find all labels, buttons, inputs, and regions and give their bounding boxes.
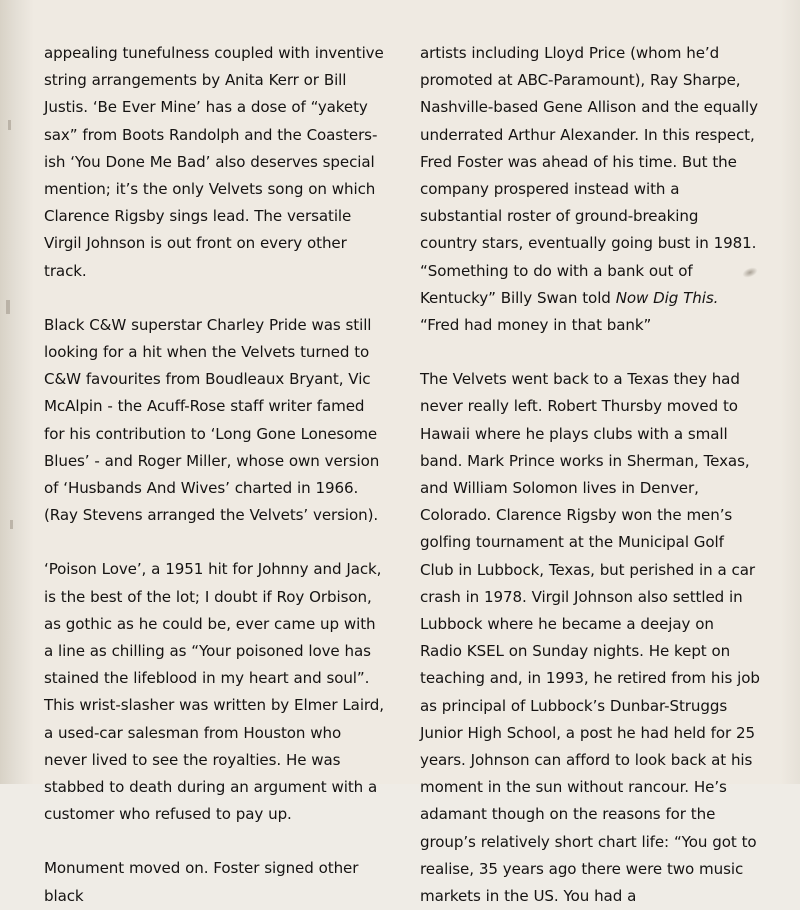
right-column	[420, 40, 760, 906]
paragraph: Monument moved on. Foster signed other black	[44, 859, 359, 905]
paragraph: Black C&W superstar Charley Pride was still looking for a hit when the Velvets turned to C&W favourites from Boudleaux Bryant, Vic McAlpin - the Acuff-Rose staff writer famed for his contribution to ‘Long Gone Lonesome Blues’ - and Roger Miller, whose own version of ‘Husbands And Wives’ charted in 1966. (Ray Stevens arranged the Velvets’ version).	[44, 315, 380, 525]
paragraph-text: artists including Lloyd Price (whom he’d promoted at ABC-Paramount), Ray Sharpe, Nashville-based Gene Allison and the equally underrated Arthur Alexander. In this respect, Fred Foster was ahead of his time. But the company prospered instead with a substantial roster of ground-breaking country stars, eventually going bust in 1981. “Something to do with a bank out of Kentucky” Billy Swan told	[420, 44, 758, 307]
publication-title: Now Dig This.	[615, 288, 719, 307]
scan-speck	[10, 520, 13, 529]
paragraph-tail: “Fred had money in that bank”	[420, 316, 652, 335]
paragraph: ‘Poison Love’, a 1951 hit for Johnny and Jack, is the best of the lot; I doubt if Roy Orbison, as gothic as he could be, ever came up with a line as chilling as “Your poisoned love has stained the lifeblood in my heart and soul”. This wrist-slasher was written by Elmer Laird, a used-car salesman from Houston who never lived to see the royalties. He was stabbed to death during an argument with a customer who refused to pay up.	[44, 560, 384, 824]
paragraph: appealing tunefulness coupled with inventive string arrangements by Anita Kerr or Bill Justis. ‘Be Ever Mine’ has a dose of “yakety sax” from Boots Randolph and the Coasters-ish ‘You Done Me Bad’ also deserves special mention; it’s the only Velvets song on which Clarence Rigsby sings lead. The versatile Virgil Johnson is out front on every other track.	[44, 44, 384, 280]
left-column	[44, 40, 384, 905]
scan-speck	[8, 120, 11, 130]
scan-speck	[6, 300, 10, 314]
paragraph: The Velvets went back to a Texas they had never really left. Robert Thursby moved to Hawaii where he plays clubs with a small band. Mark Prince works in Sherman, Texas, and William Solomon lives in Denver, Colorado. Clarence Rigsby won the men’s golfing tournament at the Municipal Golf Club in Lubbock, Texas, but perished in a car crash in 1978. Virgil Johnson also settled in Lubbock where he became a deejay on Radio KSEL on Sunday nights. He kept on teaching and, in 1993, he retired from his job as principal of Lubbock’s Dunbar-Struggs Junior High School, a post he had held for 25 years. Johnson can afford to look back at his moment in the sun without rancour. He’s adamant though on the reasons for the group’s relatively short chart life: “You got to realise, 35 years ago there were two music markets in the US. You had a	[420, 370, 760, 906]
paragraph	[420, 40, 760, 339]
page-columns	[44, 40, 774, 906]
